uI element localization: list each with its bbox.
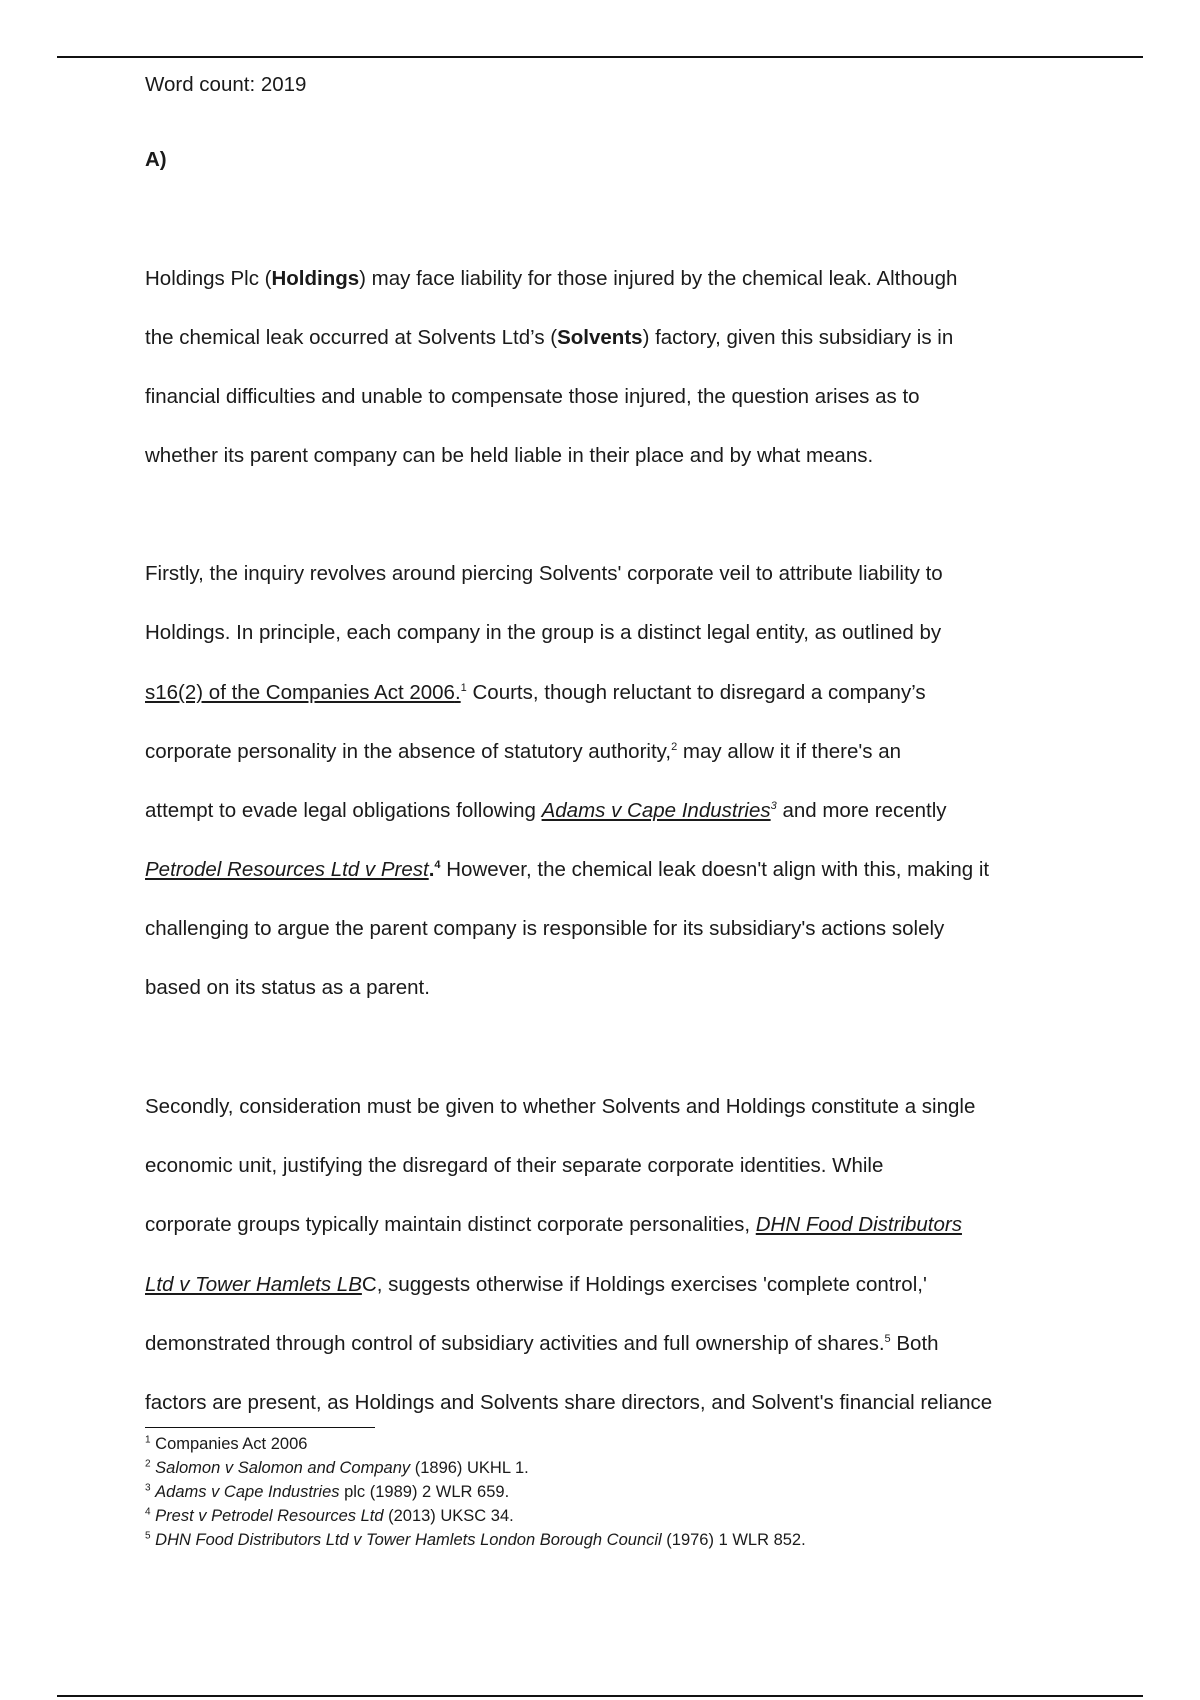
defined-term-solvents: Solvents xyxy=(557,326,643,349)
paragraph-2-line-2: Holdings. In principle, each company in the group is a distinct legal entity, as outlined by xyxy=(145,621,942,644)
footnote-4: $^4$ Prest v Petrodel Resources Ltd (2013) UKSC 34. xyxy=(145,1506,514,1525)
paragraph-2-line-7: challenging to argue the parent company is responsible for its subsidiary's actions solely xyxy=(145,917,945,940)
paragraph-3-line-3: corporate groups typically maintain distinct corporate personalities, DHN Food Distributors xyxy=(145,1213,962,1236)
paragraph-2-line-3: s16(2) of the Companies Act 2006.$^1$ Courts, though reluctant to disregard a company’s xyxy=(145,681,926,704)
footnote-ref-1[interactable]: 1 xyxy=(460,682,467,695)
footnote-2: $^2$ Salomon v Salomon and Company (1896) UKHL 1. xyxy=(145,1458,529,1477)
footnote-ref-3[interactable]: 3 xyxy=(770,800,777,813)
paragraph-3-line-4: Ltd v Tower Hamlets LBC, suggests otherwise if Holdings exercises 'complete control,' xyxy=(145,1273,927,1296)
case-reference-adams[interactable]: Adams v Cape Industries xyxy=(541,799,771,822)
case-reference-petrodel[interactable]: Petrodel Resources Ltd v Prest xyxy=(145,858,429,881)
paragraph-2-line-1: Firstly, the inquiry revolves around piercing Solvents' corporate veil to attribute liability to xyxy=(145,562,943,585)
footer-rule xyxy=(57,1695,1143,1697)
defined-term-holdings: Holdings xyxy=(271,267,360,290)
paragraph-3-line-1: Secondly, consideration must be given to whether Solvents and Holdings constitute a single xyxy=(145,1095,976,1118)
footnote-separator xyxy=(145,1427,375,1428)
paragraph-1-line-2: the chemical leak occurred at Solvents Ltd’s (Solvents) factory, given this subsidiary is in xyxy=(145,326,954,349)
section-heading: A) xyxy=(145,148,167,171)
footnote-ref-4[interactable]: 4 xyxy=(434,859,441,872)
paragraph-1-line-3: financial difficulties and unable to compensate those injured, the question arises as to xyxy=(145,385,920,408)
footnote-5: $^5$ DHN Food Distributors Ltd v Tower Hamlets London Borough Council (1976) 1 WLR 852. xyxy=(145,1530,806,1549)
footnote-ref-2[interactable]: 2 xyxy=(671,741,678,754)
paragraph-1-line-1: Holdings Plc (Holdings) may face liability for those injured by the chemical leak. Although xyxy=(145,267,958,290)
case-reference-dhn-cont[interactable]: Ltd v Tower Hamlets LB xyxy=(145,1273,362,1296)
footnote-ref-5[interactable]: 5 xyxy=(884,1333,891,1346)
paragraph-3-line-6: factors are present, as Holdings and Solvents share directors, and Solvent's financial reliance xyxy=(145,1391,993,1414)
paragraph-1-line-4: whether its parent company can be held liable in their place and by what means. xyxy=(145,444,874,467)
statute-reference-link[interactable]: s16(2) of the Companies Act 2006 xyxy=(145,681,455,704)
word-count: Word count: 2019 xyxy=(145,73,307,96)
header-rule xyxy=(57,56,1143,58)
paragraph-2-line-8: based on its status as a parent. xyxy=(145,976,430,999)
paragraph-2-line-5: attempt to evade legal obligations following Adams v Cape Industries$^3$ and more recently xyxy=(145,799,947,822)
footnote-3: $^3$ Adams v Cape Industries plc (1989) 2 WLR 659. xyxy=(145,1482,510,1501)
footnote-1: $^1$ Companies Act 2006 xyxy=(145,1434,308,1453)
footnotes xyxy=(145,1432,1045,1552)
paragraph-2-line-4: corporate personality in the absence of statutory authority,$^2$ may allow it if there's an xyxy=(145,740,902,763)
paragraph-3-line-2: economic unit, justifying the disregard of their separate corporate identities. While xyxy=(145,1154,884,1177)
paragraph-3-line-5: demonstrated through control of subsidiary activities and full ownership of shares.$^5$ Both xyxy=(145,1332,939,1355)
case-reference-dhn[interactable]: DHN Food Distributors xyxy=(755,1213,962,1236)
paragraph-2-line-6: Petrodel Resources Ltd v Prest.$^4$ However, the chemical leak doesn't align with this, making it xyxy=(145,858,990,881)
